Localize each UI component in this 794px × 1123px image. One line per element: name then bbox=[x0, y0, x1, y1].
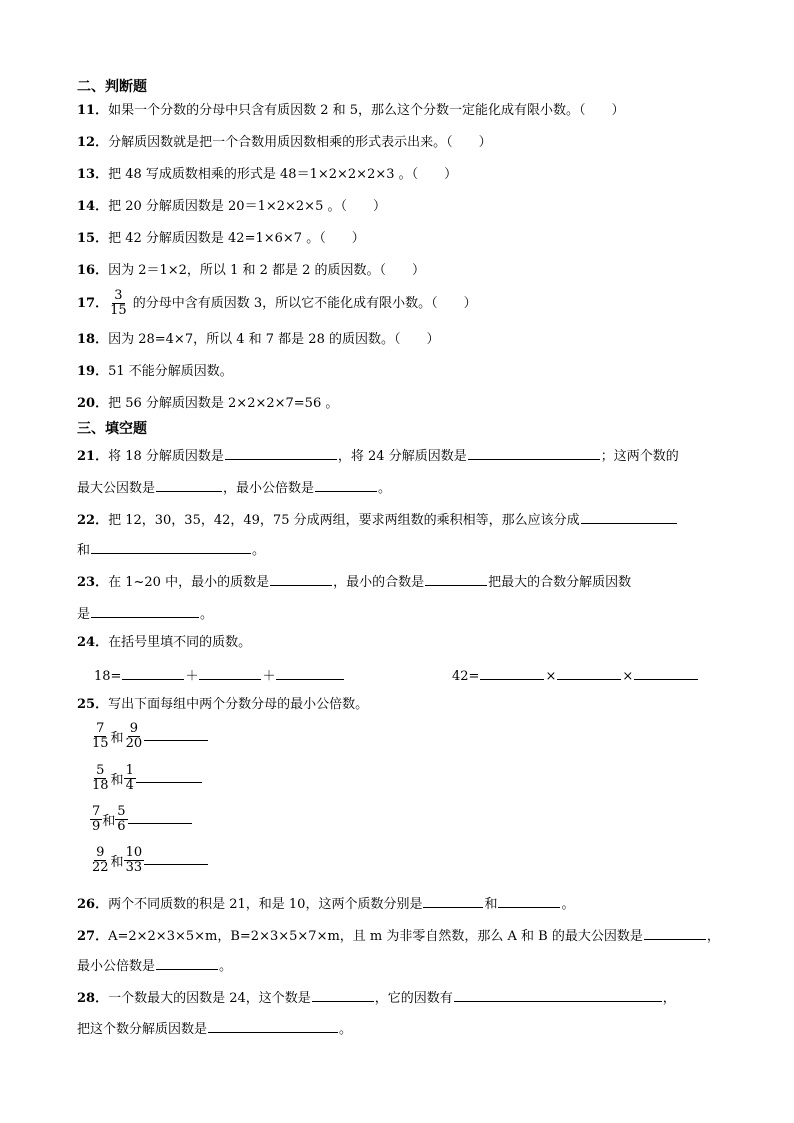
fraction bbox=[124, 722, 145, 751]
numerator: 9 bbox=[129, 721, 138, 736]
answer-blank[interactable] bbox=[581, 510, 677, 524]
answer-blank[interactable] bbox=[91, 540, 251, 554]
answer-blank[interactable] bbox=[156, 478, 222, 492]
answer-blank[interactable] bbox=[270, 572, 332, 586]
answer-blank[interactable] bbox=[144, 739, 208, 741]
numerator: 5 bbox=[96, 763, 105, 778]
question-number: 17． bbox=[77, 296, 109, 311]
equation-label: 18= bbox=[94, 669, 122, 684]
question-number: 27． bbox=[77, 929, 109, 944]
question-22 bbox=[77, 510, 678, 530]
fraction bbox=[108, 289, 129, 318]
fraction bbox=[90, 722, 111, 751]
question-text: 把 56 分解质因数是 2×2×2×7=56 。 bbox=[108, 396, 339, 411]
question-text: 的分母中含有质因数 3，所以它不能化成有限小数。（ ） bbox=[132, 296, 477, 311]
question-19 bbox=[77, 363, 233, 381]
question-text: 把最大的合数分解质因数 bbox=[488, 575, 632, 590]
question-text: 最大公因数是 bbox=[77, 481, 156, 496]
question-16 bbox=[77, 262, 425, 280]
answer-blank[interactable] bbox=[156, 956, 218, 970]
question-text: 和 bbox=[77, 543, 91, 558]
question-text: 因为 2＝1×2，所以 1 和 2 都是 2 的质因数。（ ） bbox=[108, 263, 426, 278]
question-number: 25． bbox=[77, 697, 109, 712]
answer-blank[interactable] bbox=[425, 572, 487, 586]
denominator: 15 bbox=[110, 303, 127, 318]
question-text: 将 18 分解质因数是 bbox=[108, 449, 224, 464]
question-24-eq2 bbox=[452, 666, 699, 686]
question-number: 21． bbox=[77, 449, 109, 464]
question-text: 和 bbox=[484, 897, 498, 912]
answer-blank[interactable] bbox=[634, 666, 698, 680]
answer-blank[interactable] bbox=[128, 822, 192, 824]
question-text: 在括号里填不同的质数。 bbox=[108, 635, 252, 650]
answer-blank[interactable] bbox=[557, 666, 621, 680]
question-text: 是 bbox=[77, 607, 91, 622]
question-text: 两个不同质数的积是 21，和是 10，这两个质数分别是 bbox=[108, 897, 423, 912]
fraction-pair-2 bbox=[90, 764, 202, 793]
answer-blank[interactable] bbox=[91, 604, 199, 618]
question-text: 把这个数分解质因数是 bbox=[77, 1022, 208, 1037]
question-text: ，它的因数有 bbox=[374, 991, 453, 1006]
question-21 bbox=[77, 446, 679, 466]
question-text: ；这两个数的 bbox=[600, 449, 679, 464]
question-text: 写出下面每组中两个分数分母的最小公倍数。 bbox=[108, 697, 369, 712]
connector-text: 和 bbox=[102, 814, 116, 829]
numerator: 10 bbox=[125, 845, 143, 860]
equation-label: 42= bbox=[452, 669, 480, 684]
answer-blank[interactable] bbox=[468, 446, 600, 460]
question-text: 把 20 分解质因数是 20＝1×2×2×5 。（ ） bbox=[108, 199, 386, 214]
answer-blank[interactable] bbox=[498, 894, 560, 908]
question-text: 。 bbox=[219, 959, 233, 974]
answer-blank[interactable] bbox=[225, 446, 337, 460]
question-text: 分解质因数就是把一个合数用质因数相乘的形式表示出来。（ ） bbox=[108, 135, 492, 150]
answer-blank[interactable] bbox=[312, 988, 374, 1002]
denominator: 9 bbox=[92, 819, 101, 834]
fraction-pair-4 bbox=[90, 846, 208, 875]
question-number: 19． bbox=[77, 364, 109, 379]
fraction bbox=[90, 805, 102, 834]
numerator: 1 bbox=[125, 763, 134, 778]
numerator: 7 bbox=[92, 804, 101, 819]
question-number: 15． bbox=[77, 231, 109, 246]
question-text: 在 1~20 中，最小的质数是 bbox=[108, 575, 270, 590]
question-text: ，最小的合数是 bbox=[333, 575, 425, 590]
answer-blank[interactable] bbox=[208, 1019, 338, 1033]
answer-blank[interactable] bbox=[144, 863, 208, 865]
connector-text: 和 bbox=[110, 731, 124, 746]
answer-blank[interactable] bbox=[423, 894, 483, 908]
question-number: 13． bbox=[77, 167, 109, 182]
denominator: 20 bbox=[125, 736, 143, 751]
question-text: 。 bbox=[378, 481, 392, 496]
operator: ＋ bbox=[185, 669, 199, 684]
denominator: 33 bbox=[125, 860, 143, 875]
question-number: 11． bbox=[77, 103, 109, 118]
answer-blank[interactable] bbox=[480, 666, 544, 680]
connector-text: 和 bbox=[110, 773, 124, 788]
denominator: 15 bbox=[92, 736, 109, 751]
question-28 bbox=[77, 988, 676, 1008]
question-text: A=2×2×3×5×m，B=2×3×5×7×m，且 m 为非零自然数，那么 A 和 B 的最大公因数是 bbox=[108, 929, 643, 944]
question-24-eq1 bbox=[94, 666, 345, 686]
denominator: 6 bbox=[117, 819, 126, 834]
question-text: ，将 24 分解质因数是 bbox=[337, 449, 467, 464]
question-17 bbox=[77, 288, 477, 320]
fraction bbox=[90, 846, 111, 875]
fraction-pair-1 bbox=[90, 722, 208, 751]
fraction bbox=[90, 764, 111, 793]
question-number: 20． bbox=[77, 396, 109, 411]
question-text: 。 bbox=[252, 543, 266, 558]
denominator: 22 bbox=[92, 860, 109, 875]
answer-blank[interactable] bbox=[276, 666, 344, 680]
question-text: 把 42 分解质因数是 42=1×6×7 。（ ） bbox=[108, 231, 365, 246]
denominator: 4 bbox=[125, 778, 134, 793]
question-number: 28． bbox=[77, 991, 109, 1006]
question-text: 把 48 写成质数相乘的形式是 48＝1×2×2×2×3 。（ ） bbox=[108, 167, 458, 182]
question-21-line2 bbox=[77, 478, 391, 498]
answer-blank[interactable] bbox=[315, 478, 377, 492]
question-26 bbox=[77, 894, 574, 914]
numerator: 7 bbox=[96, 721, 105, 736]
question-text: 一个数最大的因数是 24，这个数是 bbox=[108, 991, 311, 1006]
section-title-judgment: 二、判断题 bbox=[77, 79, 147, 95]
question-23-line2 bbox=[77, 604, 213, 624]
numerator: 9 bbox=[96, 845, 105, 860]
question-text: 。 bbox=[200, 607, 214, 622]
answer-blank[interactable] bbox=[199, 666, 261, 680]
answer-blank[interactable] bbox=[454, 988, 662, 1002]
operator: × bbox=[622, 669, 634, 684]
question-22-line2 bbox=[77, 540, 265, 560]
question-27-line2 bbox=[77, 956, 232, 976]
question-18 bbox=[77, 331, 439, 349]
question-28-line2 bbox=[77, 1019, 352, 1039]
denominator: 18 bbox=[92, 778, 109, 793]
question-number: 16． bbox=[77, 263, 109, 278]
answer-blank[interactable] bbox=[644, 926, 706, 940]
question-13 bbox=[77, 166, 457, 184]
question-text: 。 bbox=[561, 897, 575, 912]
fraction-pair-3 bbox=[90, 805, 192, 834]
question-text: 如果一个分数的分母中只含有质因数 2 和 5，那么这个分数一定能化成有限小数。（ ） bbox=[108, 103, 625, 118]
answer-blank[interactable] bbox=[136, 781, 202, 783]
question-15 bbox=[77, 230, 365, 248]
fraction bbox=[124, 764, 136, 793]
question-number: 14． bbox=[77, 199, 109, 214]
fraction bbox=[115, 805, 127, 834]
question-12 bbox=[77, 134, 492, 152]
question-text: 把 12，30，35，42，49，75 分成两组，要求两组数的乘积相等，那么应该分成 bbox=[108, 513, 580, 528]
numerator: 5 bbox=[117, 804, 126, 819]
question-text: ， bbox=[706, 929, 720, 944]
question-text: 51 不能分解质因数。 bbox=[108, 364, 233, 379]
question-text: 最小公倍数是 bbox=[77, 959, 156, 974]
question-number: 26． bbox=[77, 897, 109, 912]
question-number: 18． bbox=[77, 332, 109, 347]
question-20 bbox=[77, 395, 338, 413]
question-text: ，最小公倍数是 bbox=[223, 481, 315, 496]
fraction bbox=[124, 846, 145, 875]
question-number: 23． bbox=[77, 575, 109, 590]
question-24 bbox=[77, 634, 251, 652]
answer-blank[interactable] bbox=[122, 666, 184, 680]
operator: × bbox=[545, 669, 557, 684]
question-23 bbox=[77, 572, 631, 592]
section-title-fill-in: 三、填空题 bbox=[77, 421, 147, 437]
question-text: 。 bbox=[339, 1022, 353, 1037]
question-text: ， bbox=[662, 991, 676, 1006]
question-number: 22． bbox=[77, 513, 109, 528]
question-25 bbox=[77, 696, 368, 714]
question-number: 12． bbox=[77, 135, 109, 150]
question-text: 因为 28=4×7，所以 4 和 7 都是 28 的质因数。（ ） bbox=[108, 332, 440, 347]
question-27 bbox=[77, 926, 720, 946]
numerator: 3 bbox=[114, 288, 123, 303]
question-11 bbox=[77, 102, 625, 120]
question-number: 24． bbox=[77, 635, 109, 650]
operator: ＋ bbox=[262, 669, 276, 684]
connector-text: 和 bbox=[110, 855, 124, 870]
question-14 bbox=[77, 198, 386, 216]
